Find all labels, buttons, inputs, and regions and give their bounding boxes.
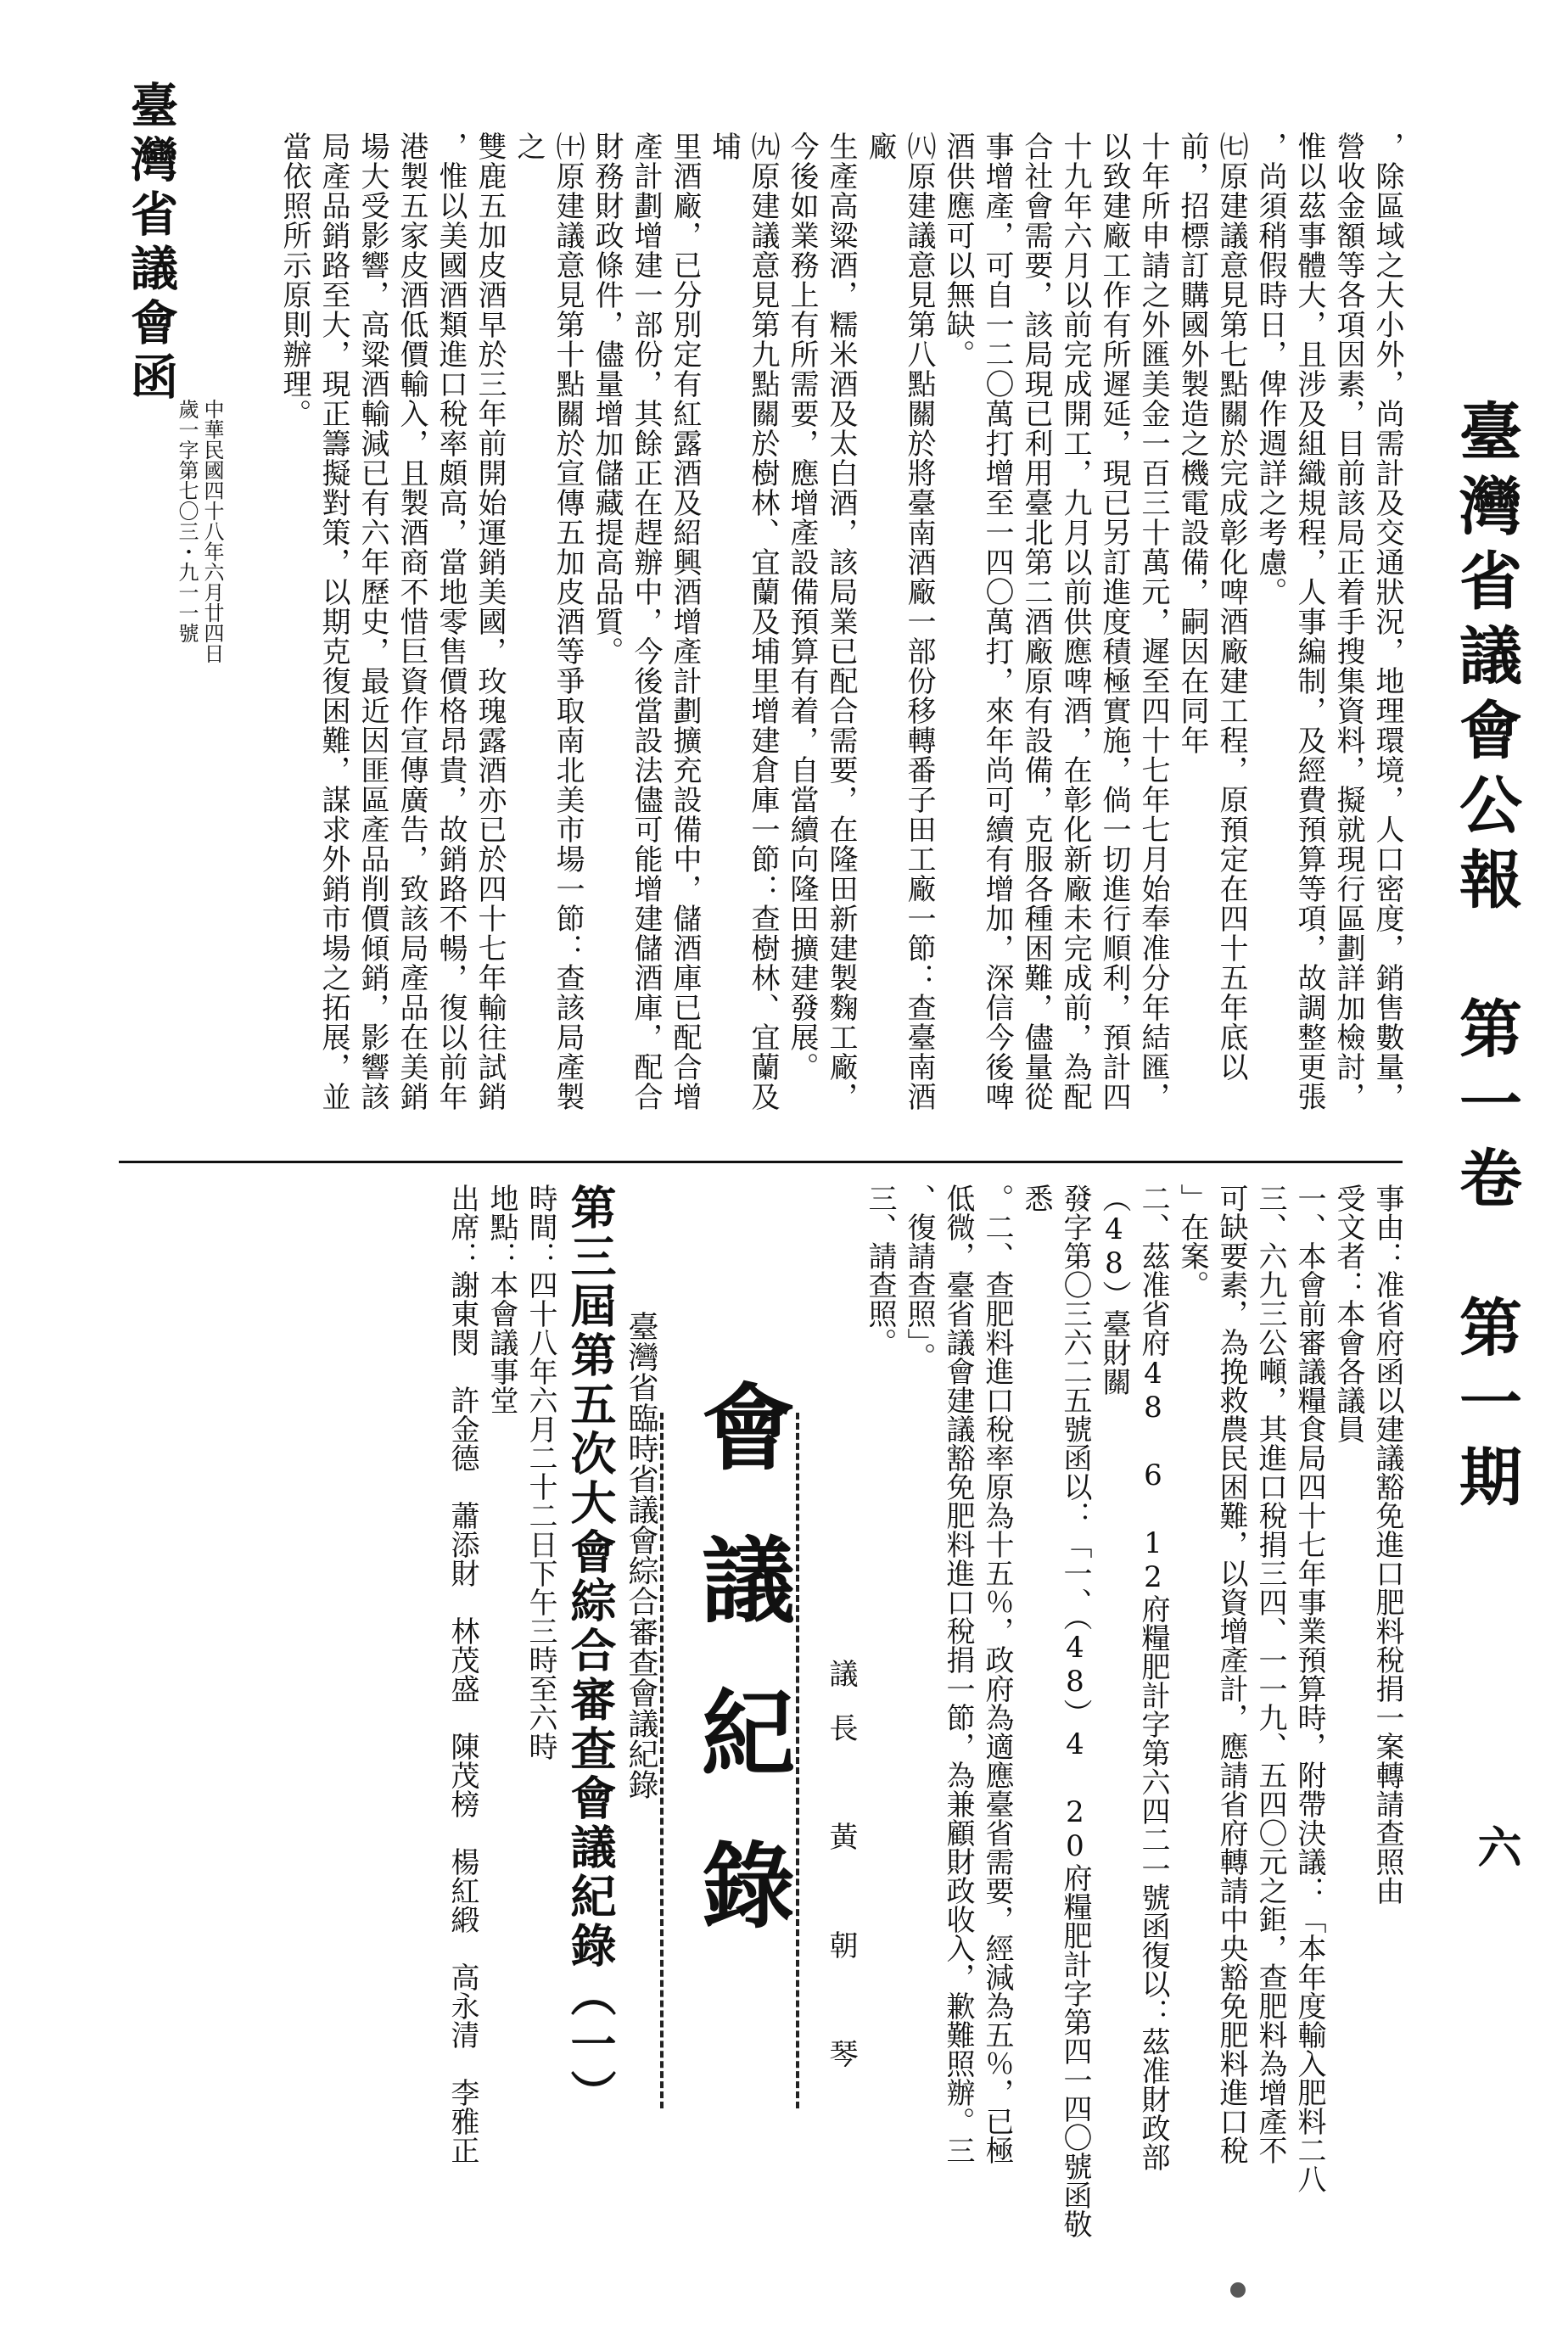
minutes-heading: 第三屆第五次大會綜合審查會議紀錄（一） — [563, 1184, 618, 2119]
text-line: 事增產，可自一二〇萬打增至一四〇萬打，來年尚可續有增加，深信今後啤 — [980, 132, 1014, 1111]
section-divider — [119, 1161, 1403, 1163]
recipient-line: 受文者：本會各議員 — [1331, 1184, 1365, 1443]
item-line: 、復請查照」。 — [902, 1184, 936, 1371]
text-line: ㈧原建議意見第八點關於將臺南酒廠一部份移轉番子田工廠一節：查臺南酒廠 — [863, 132, 936, 1111]
ink-blot — [1230, 2282, 1246, 2298]
text-line: 十九年六月以前完成開工，九月以前供應啤酒，在彰化新廠未完成前，為配 — [1058, 132, 1092, 1111]
text-line: ㈨原建議意見第九點關於樹林、宜蘭及埔里增建倉庫一節：查樹林、宜蘭及埔 — [707, 132, 780, 1111]
text-line: 酒供應可以無缺。 — [941, 132, 975, 369]
signature-organization: 臺灣省議會函 — [123, 81, 179, 406]
text-line: 局產品銷路至大，現正籌擬對策，以期克復困難，謀求外銷市場之拓展，並 — [316, 132, 350, 1111]
text-line: 惟以茲事體大，且涉及組織規程，人事編制，及經費預算等項，故調整更張 — [1292, 132, 1326, 1111]
decorative-wave-border — [796, 1413, 821, 2108]
page-header-title: 臺灣省議會公報 第一卷 第一期 — [1449, 399, 1522, 1519]
meeting-time: 時間：四十八年六月二十二日下午三時至六時 — [524, 1184, 557, 1761]
speaker-signature: 議長 黃 朝 琴 — [824, 1659, 858, 2093]
item-line: 二、茲准省府48 6 12府糧肥計字第六四二一號函復以：茲准財政部（48）臺財關 — [1097, 1184, 1170, 2171]
item-line: 發字第〇三六二五號函以：「一、（48）4 20府糧肥計字第四一四〇號函敬悉 — [1019, 1184, 1092, 2238]
page-number: 六 — [1470, 1824, 1521, 1868]
text-line: ，除區域之大小外，尚需計及交通狀況，地理環境，人口密度，銷售數量， — [1370, 132, 1404, 1111]
text-line: 當依照所示原則辦理。 — [277, 132, 311, 428]
text-line: 營收金額等各項因素，目前該局正着手搜集資料，擬就現行區劃詳加檢討， — [1331, 132, 1365, 1111]
item-line: 三、請查照。 — [863, 1184, 897, 1357]
text-line: 港製五家皮酒低價輸入，且製酒商不惜巨資作宣傳廣告，致該局產品在美銷 — [395, 132, 428, 1111]
item-line: 」在案。 — [1175, 1184, 1209, 1299]
decorative-wave-border — [660, 1413, 686, 2108]
meeting-place: 地點：本會議事堂 — [484, 1184, 518, 1414]
item-line: 一、本會前審議糧食局四十七年事業預算時，附帶決議：「本年度輸入肥料二八 — [1292, 1184, 1326, 2193]
text-line: 今後如業務上有所需要，應增產設備預算有着，自當續向隆田擴建發展。 — [785, 132, 819, 1082]
text-line: ㈦原建議意見第七點關於完成彰化啤酒廠建工程，原預定在四十五年底以前，招標訂購國外製造之機電設備，嗣因在同年 — [1175, 132, 1248, 1082]
item-line: 低微，臺省議會建議豁免肥料進口稅捐一節，為兼顧財政收入，歉難照辦。三 — [941, 1184, 975, 2164]
text-line: 雙鹿五加皮酒早於三年前開始運銷美國，玫瑰露酒亦已於四十七年輸往試銷 — [473, 132, 507, 1111]
text-line: 財務財政條件，儘量增加儲藏提高品質。 — [590, 132, 624, 666]
meeting-attendees: 出席：謝東閔 許金德 蕭添財 林茂盛 陳茂榜 楊紅緞 高永清 李雅正 — [445, 1184, 479, 2164]
signature-date — [174, 399, 225, 663]
section-title: 會議紀錄 — [686, 1379, 796, 1990]
text-line: 里酒廠，已分別定有紅露酒及紹興酒增產計劃擴充設備中，儲酒庫已配合增 — [668, 132, 702, 1111]
item-line: 。二、查肥料進口稅率原為十五％，政府為適應臺省需要，經減為五％，已極 — [980, 1184, 1014, 2164]
text-line: ，尚須稍假時日，俾作週詳之考慮。 — [1253, 132, 1287, 607]
item-line: 三、六九三公噸，其進口稅捐三四、一一九、五四〇元之鉅，查肥料為增產不 — [1253, 1184, 1287, 2164]
text-line: 生產高粱酒，糯米酒及太白酒，該局業已配合需要，在隆田新建製麴工廠， — [824, 132, 858, 1111]
text-line: 場大受影響，高粱酒輸減已有六年歷史，最近因匪區產品削價傾銷，影響該 — [356, 132, 389, 1111]
minutes-source: 臺灣省臨時省議會綜合審查會議紀錄 — [624, 1311, 658, 1800]
signature-date-line: 中華民國四十八年六月廿四日 — [200, 399, 224, 663]
text-line: 十年所申請之外匯美金一百三十萬元，遲至四十七年七月始奉准分年結匯， — [1136, 132, 1170, 1111]
text-line: ㈩原建議意見第十點關於宣傳五加皮酒等爭取南北美市場一節：查該局產製之 — [512, 132, 585, 1111]
text-line: 合社會需要，該局現已利用臺北第二酒廠原有設備，克服各種困難，儘量從 — [1019, 132, 1053, 1111]
lower-text-block — [126, 1184, 1407, 2261]
text-line: 產計劃增建一部份，其餘正在趕辦中，今後當設法儘可能增建儲酒庫，配合 — [629, 132, 663, 1111]
subject-line: 事由：准省府函以建議豁免進口肥料稅捐一案轉請查照由 — [1370, 1184, 1404, 1905]
text-line: ，惟以美國酒類進口稅率頗高，當地零售價格昂貴，故銷路不暢，復以前年 — [434, 132, 468, 1111]
text-line: 以致建廠工作有所遲延，現已另訂進度積極實施，倘一切進行順利，預計四 — [1097, 132, 1131, 1111]
upper-text-block — [117, 132, 1407, 1133]
item-line: 可缺要素，為挽救農民困難，以資增產計，應請省府轉請中央豁免肥料進口稅 — [1214, 1184, 1248, 2164]
signature-date-line: 歲一字第七〇三・九一一號 — [175, 399, 199, 643]
